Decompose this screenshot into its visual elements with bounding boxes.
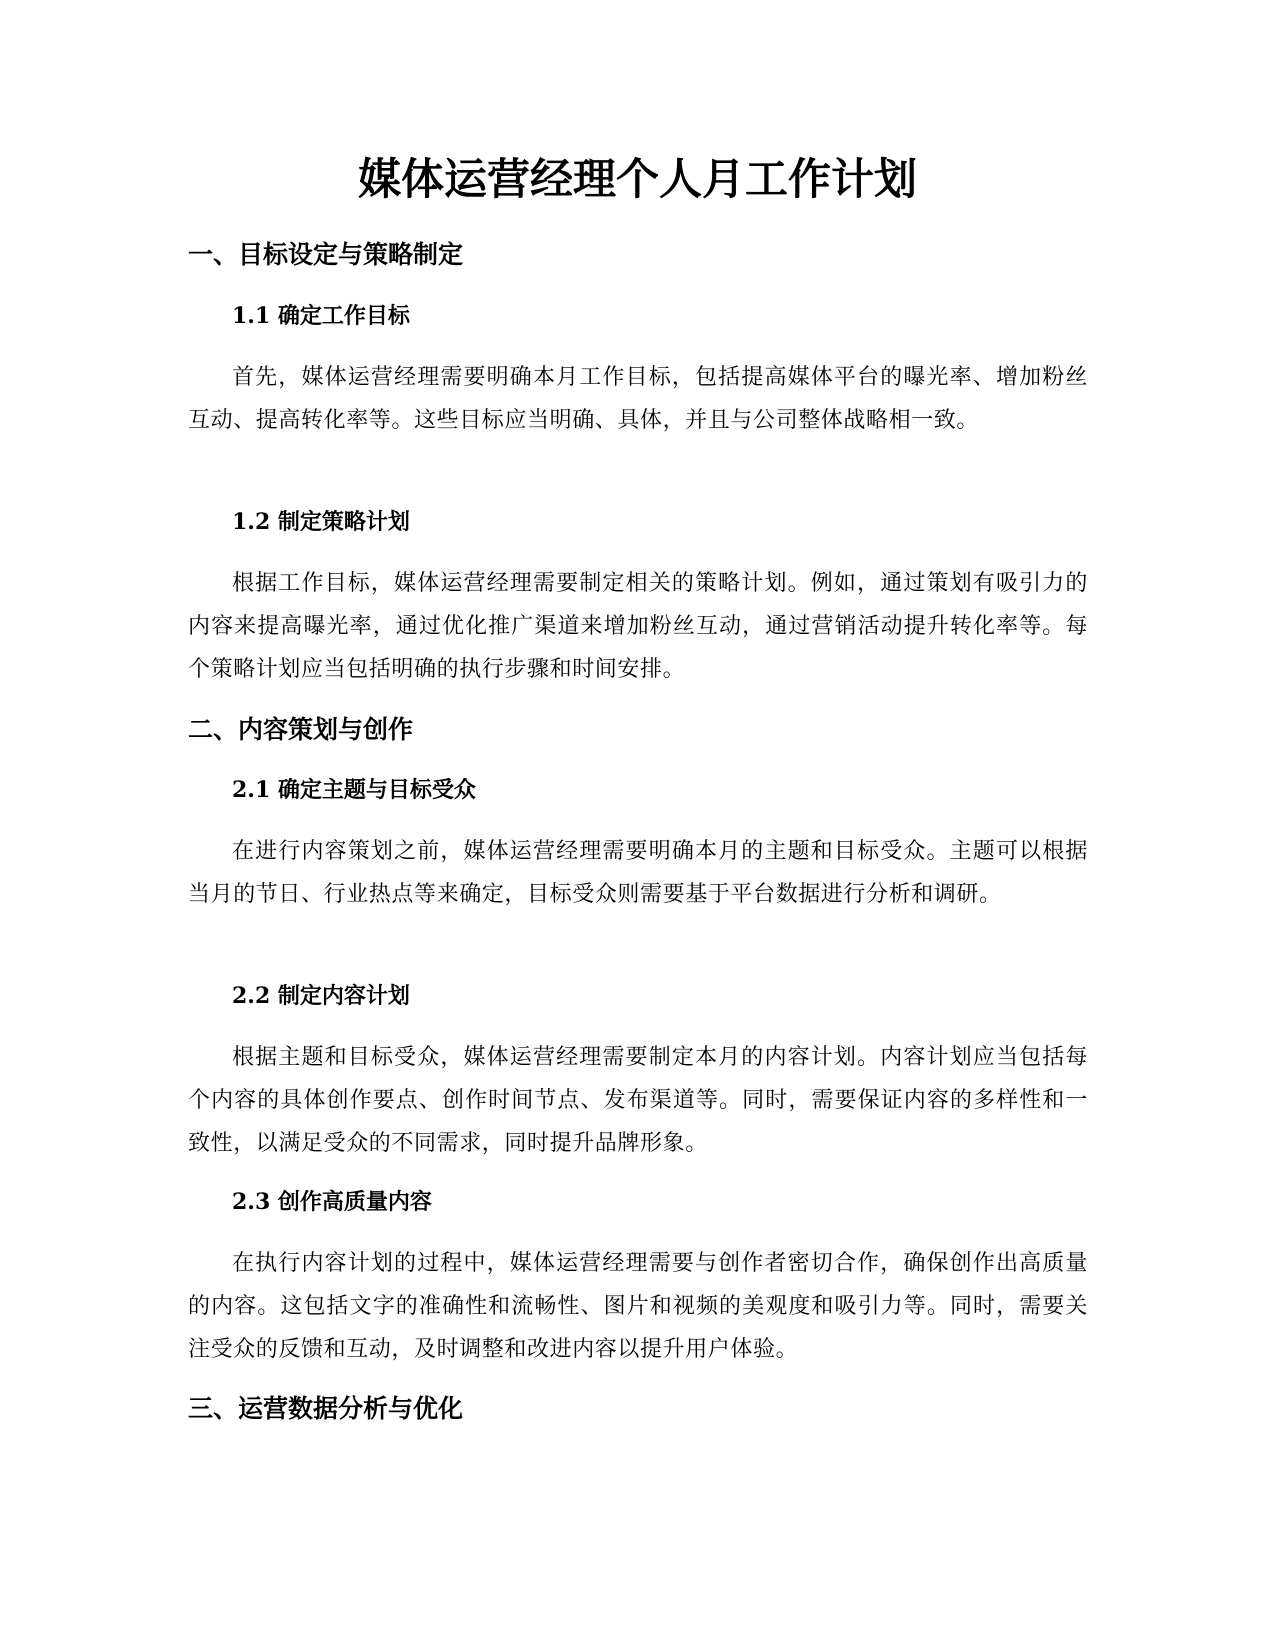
paragraph-2-2: 根据主题和目标受众，媒体运营经理需要制定本月的内容计划。内容计划应当包括每个内容的具体创作要点、创作时间节点、发布渠道等。同时，需要保证内容的多样性和一致性，以满足受众的不同需求，同时提升品牌形象。	[188, 1045, 1088, 1156]
subsection-heading-2-3: 2.3 创作高质量内容	[232, 1189, 432, 1215]
paragraph-1-2: 根据工作目标，媒体运营经理需要制定相关的策略计划。例如，通过策划有吸引力的内容来提高曝光率，通过优化推广渠道来增加粉丝互动，通过营销活动提升转化率等。每个策略计划应当包括明确的执行步骤和时间安排。	[188, 571, 1088, 682]
paragraph-2-1: 在进行内容策划之前，媒体运营经理需要明确本月的主题和目标受众。主题可以根据当月的节日、行业热点等来确定，目标受众则需要基于平台数据进行分析和调研。	[188, 839, 1088, 907]
paragraph-2-3: 在执行内容计划的过程中，媒体运营经理需要与创作者密切合作，确保创作出高质量的内容。这包括文字的准确性和流畅性、图片和视频的美观度和吸引力等。同时，需要关注受众的反馈和互动，及时调整和改进内容以提升用户体验。	[188, 1251, 1088, 1362]
section-heading-1: 一、目标设定与策略制定	[188, 240, 464, 269]
paragraph-1-1: 首先，媒体运营经理需要明确本月工作目标，包括提高媒体平台的曝光率、增加粉丝互动、提高转化率等。这些目标应当明确、具体，并且与公司整体战略相一致。	[188, 365, 1088, 433]
subsection-heading-1-2: 1.2 制定策略计划	[232, 509, 410, 535]
subsection-heading-2-2: 2.2 制定内容计划	[232, 983, 410, 1009]
subsection-heading-1-1: 1.1 确定工作目标	[232, 303, 410, 329]
subsection-heading-2-1: 2.1 确定主题与目标受众	[232, 777, 476, 803]
section-heading-2: 二、内容策划与创作	[188, 715, 414, 744]
section-heading-3: 三、运营数据分析与优化	[188, 1394, 464, 1423]
document-title: 媒体运营经理个人月工作计划	[358, 155, 917, 205]
